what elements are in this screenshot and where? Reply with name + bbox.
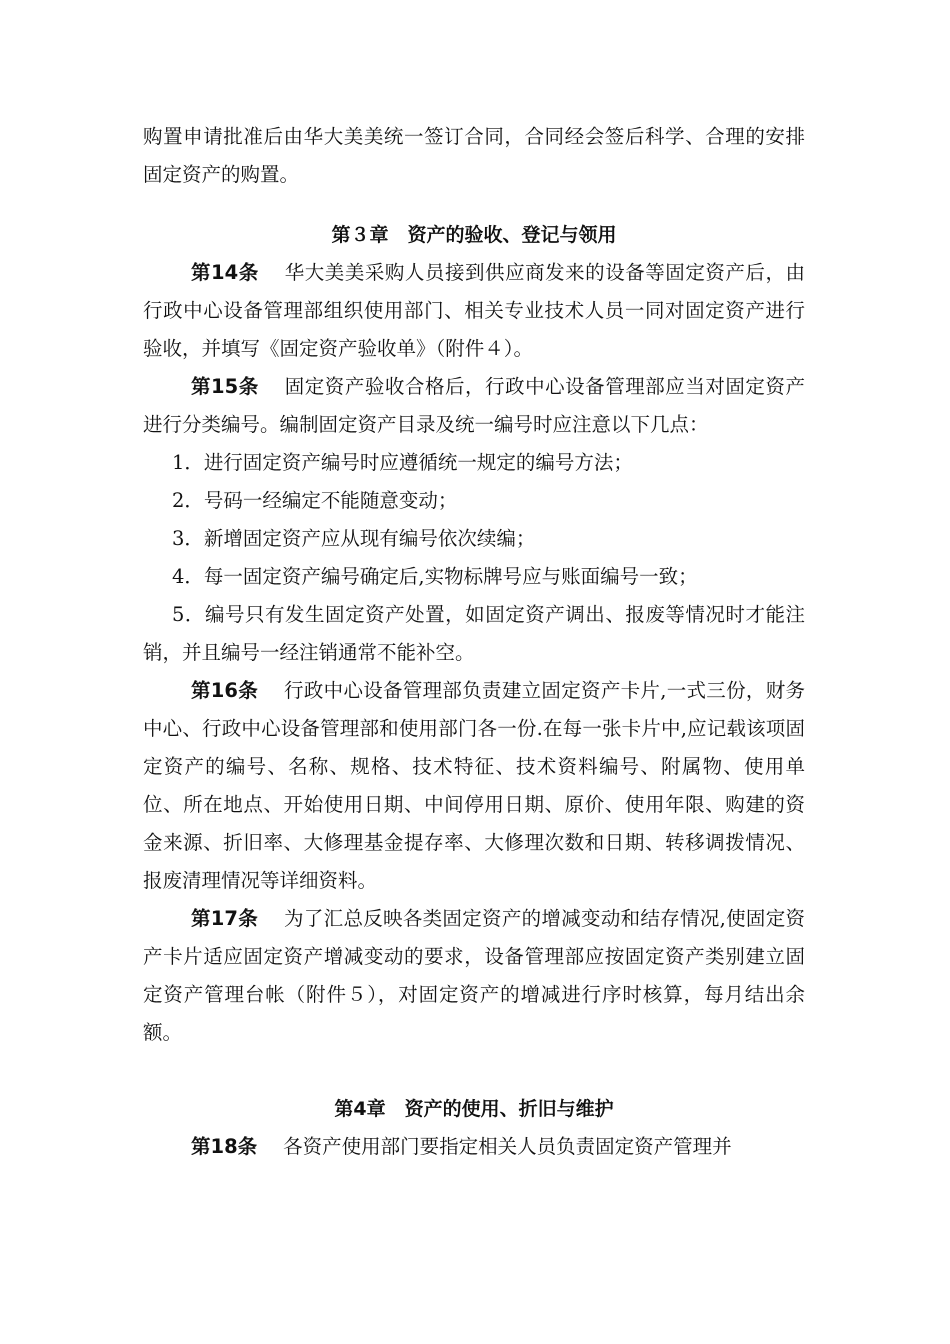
list-item: 3．新增固定资产应从现有编号依次续编； bbox=[172, 527, 536, 550]
list-item: 5．编号只有发生固定资产处置，如固定资产调出、报废等情况时才能注销，并且编号一经注销通常不能补空。 bbox=[143, 603, 805, 664]
chapter-4-title: 第4章 资产的使用、折旧与维护 bbox=[334, 1098, 614, 1120]
intro-paragraph: 购置申请批准后由华大美美统一签订合同，合同经会签后科学、合理的安排固定资产的购置。 bbox=[143, 125, 805, 186]
article-18-label: 第18条 bbox=[191, 1135, 258, 1158]
list-item: 2．号码一经编定不能随意变动； bbox=[172, 489, 458, 512]
article-17-label: 第17条 bbox=[191, 907, 259, 930]
article-15-text: 固定资产验收合格后，行政中心设备管理部应当对固定资产进行分类编号。编制固定资产目录及统一编号时应注意以下几点： bbox=[143, 375, 805, 436]
article-16-label: 第16条 bbox=[191, 679, 259, 702]
article-14-text: 华大美美采购人员接到供应商发来的设备等固定资产后，由行政中心设备管理部组织使用部门、相关专业技术人员一同对固定资产进行验收，并填写《固定资产验收单》（附件４）。 bbox=[143, 261, 805, 360]
article-17-text: 为了汇总反映各类固定资产的增减变动和结存情况,使固定资产卡片适应固定资产增减变动的要求，设备管理部应按固定资产类别建立固定资产管理台帐（附件５），对固定资产的增减进行序时核算，每月结出余额。 bbox=[143, 907, 806, 1044]
article-16-text: 行政中心设备管理部负责建立固定资产卡片,一式三份，财务中心、行政中心设备管理部和使用部门各一份.在每一张卡片中,应记载该项固定资产的编号、名称、规格、技术特征、技术资料编号、附属物、使用单位、所在地点、开始使用日期、中间停用日期、原价、使用年限、购建的资金来源、折旧率、大修理基金提存率、大修理次数和日期、转移调拨情况、报废清理情况等详细资料。 bbox=[143, 679, 806, 892]
article-18-text: 各资产使用部门要指定相关人员负责固定资产管理并 bbox=[283, 1135, 732, 1158]
article-18 bbox=[143, 1128, 805, 1166]
article-15-label: 第15条 bbox=[191, 375, 259, 398]
document-page bbox=[143, 118, 805, 1166]
chapter-3-title: 第３章 资产的验收、登记与领用 bbox=[331, 224, 617, 246]
article-14-label: 第14条 bbox=[191, 261, 259, 284]
article-14 bbox=[143, 254, 805, 368]
list-item: 1．进行固定资产编号时应遵循统一规定的编号方法； bbox=[172, 451, 633, 474]
article-17 bbox=[143, 900, 805, 1052]
article-16 bbox=[143, 672, 805, 900]
list-item: 4．每一固定资产编号确定后,实物标牌号应与账面编号一致； bbox=[172, 565, 698, 588]
article-15 bbox=[143, 368, 805, 444]
